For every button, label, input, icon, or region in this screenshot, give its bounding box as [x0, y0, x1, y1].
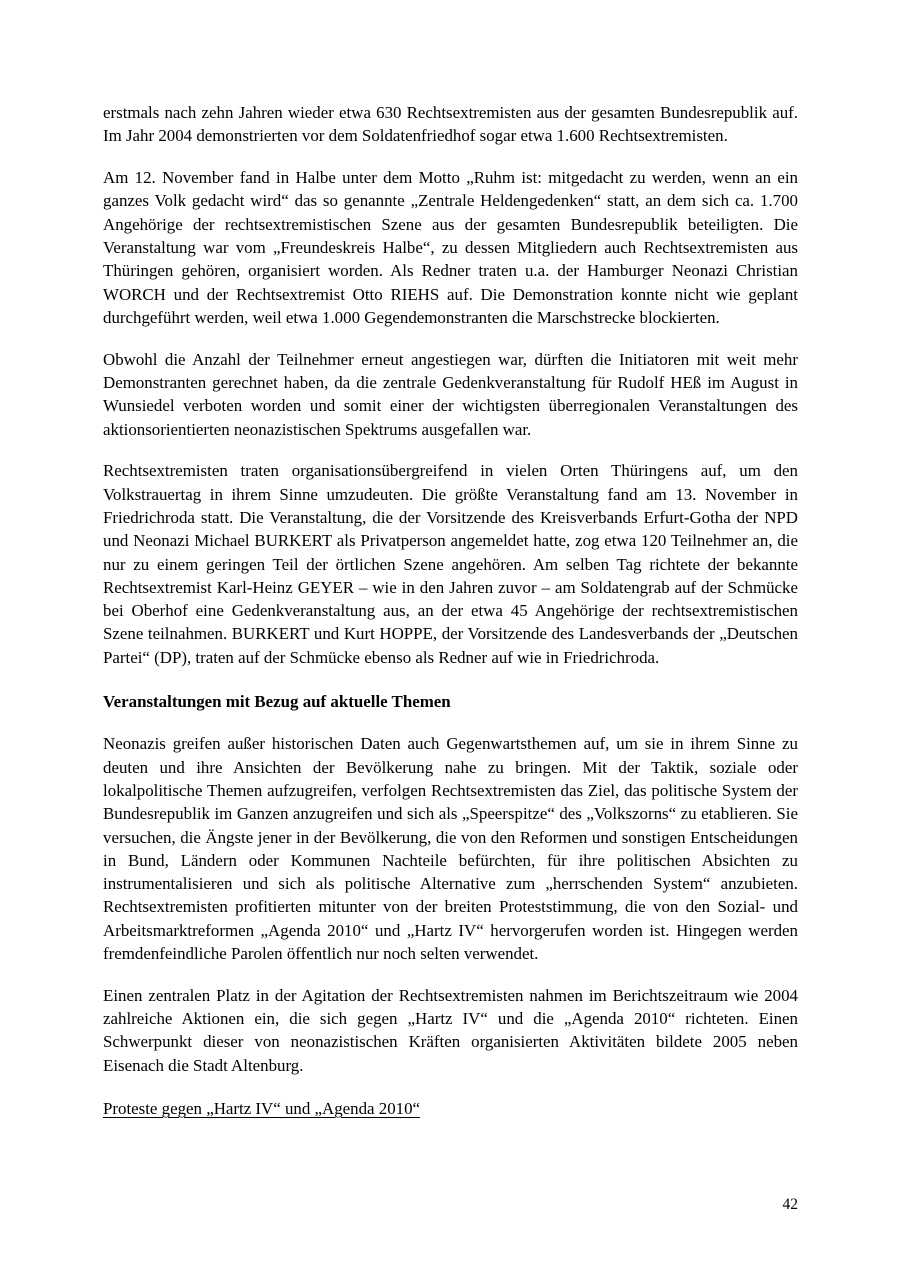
paragraph-6: Einen zentralen Platz in der Agitation der Rechtsextremisten nahmen im Berichtszeitraum wie 2004 zahlreiche Aktionen ein, die sich gegen „Hartz IV“ und die „Agenda 2010“ richteten. Einen Schwerpunkt dieser von neonazistischen Kräften organisierten Aktivitäten bildete 2005 neben Eisenach die Stadt Altenburg.: [103, 985, 798, 1075]
page-content: [103, 101, 798, 1120]
paragraph-3: Obwohl die Anzahl der Teilnehmer erneut angestiegen war, dürften die Initiatoren mit weit mehr Demonstranten gerechnet haben, da die zentrale Gedenkveranstaltung für Rudolf HEß im August in Wunsiedel verboten worden und somit einer der wichtigsten überregionalen Veranstaltungen des aktionsorientierten neonazistischen Spektrums ausgefallen war.: [103, 349, 798, 439]
paragraph-5: Neonazis greifen außer historischen Daten auch Gegenwartsthemen auf, um sie in ihrem Sinne zu deuten und ihre Ansichten der Bevölkerung nahe zu bringen. Mit der Taktik, soziale oder lokalpolitische Themen aufzugreifen, verfolgen Rechtsextremisten das Ziel, das politische System der Bundesrepublik im Ganzen anzugreifen und sich als „Speerspitze“ des „Volkszorns“ zu etablieren. Sie versuchen, die Ängste jener in der Bevölkerung, die von den Reformen und sonstigen Entscheidungen in Bund, Ländern oder Kommunen Nachteile befürchten, für ihre politischen Absichten zu instrumentalisieren und sich als politische Alternative zum „herrschenden System“ anzubieten. Rechtsextremisten profitierten mitunter von der breiten Proteststimmung, die von den Sozial- und Arbeitsmarktreformen „Agenda 2010“ und „Hartz IV“ hervorgerufen worden ist. Hingegen werden fremdenfeindliche Parolen öffentlich nur noch selten verwendet.: [103, 734, 798, 963]
page-number: 42: [782, 1196, 798, 1213]
paragraph-1: erstmals nach zehn Jahren wieder etwa 630 Rechtsextremisten aus der gesamten Bundesrepublik auf. Im Jahr 2004 demonstrierten vor dem Soldatenfriedhof sogar etwa 1.600 Rechtsextremisten.: [103, 103, 798, 146]
sub-heading: [103, 1097, 798, 1120]
section-heading: Veranstaltungen mit Bezug auf aktuelle Themen: [103, 692, 451, 712]
paragraph-2: Am 12. November fand in Halbe unter dem Motto „Ruhm ist: mitgedacht zu werden, wenn an ein ganzes Volk gedacht wird“ das so genannte „Zentrale Heldengedenken“ statt, an dem sich ca. 1.700 Angehörige der rechtsextremistischen Szene aus der gesamten Bundesrepublik beteiligten. Die Veranstaltung war vom „Freundeskreis Halbe“, zu dessen Mitgliedern auch Rechtsextremisten aus Thüringen gehören, organisiert worden. Als Redner traten u.a. der Hamburger Neonazi Christian WORCH und der Rechtsextremist Otto RIEHS auf. Die Demonstration konnte nicht wie geplant durchgeführt werden, weil etwa 1.000 Gegendemonstranten die Marschstrecke blockierten.: [103, 168, 798, 327]
paragraph-4: Rechtsextremisten traten organisationsübergreifend in vielen Orten Thüringens auf, um den Volkstrauertag in ihrem Sinne umzudeuten. Die größte Veranstaltung fand am 13. November in Friedrichroda statt. Die Veranstaltung, die der Vorsitzende des Kreisverbands Erfurt-Gotha der NPD und Neonazi Michael BURKERT als Privatperson angemeldet hatte, zog etwa 120 Teilnehmer an, die nur zu einem geringen Teil der örtlichen Szene angehören. Am selben Tag richtete der bekannte Rechtsextremist Karl-Heinz GEYER – wie in den Jahren zuvor – am Soldatengrab auf der Schmücke bei Oberhof eine Gedenkveranstaltung aus, an der etwa 45 Angehörige der rechtsextremistischen Szene teilnahmen. BURKERT und Kurt HOPPE, der Vorsitzende des Landesverbands der „Deutschen Partei“ (DP), traten auf der Schmücke ebenso als Redner auf wie in Friedrichroda.: [103, 461, 798, 667]
sub-heading-label: Proteste gegen „Hartz IV“ und „Agenda 2010“: [103, 1098, 421, 1118]
